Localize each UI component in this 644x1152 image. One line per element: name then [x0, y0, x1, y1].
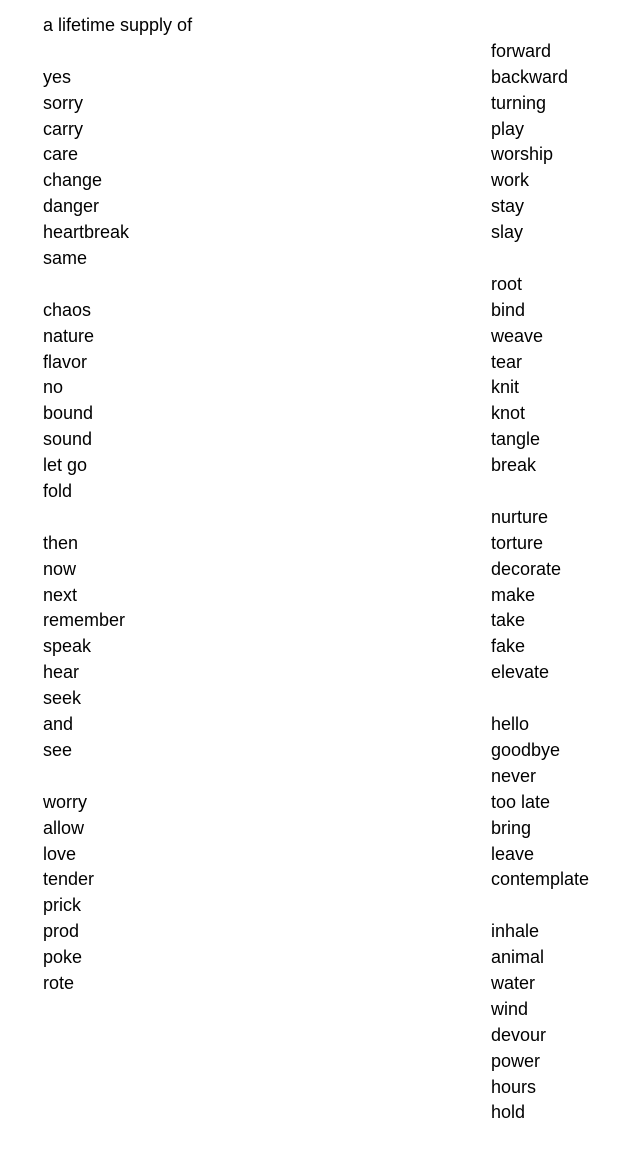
poem-line: bring [491, 817, 532, 838]
poem-line: stay [491, 196, 525, 217]
poem-line: danger [43, 196, 100, 217]
poem-line: same [43, 248, 88, 269]
poem-line: hello [491, 714, 530, 735]
stanza-break [491, 893, 589, 919]
poem-line: prick [43, 895, 82, 916]
poem-line: heartbreak [43, 222, 130, 243]
stanza-break [43, 764, 192, 790]
poem-line: worship [491, 144, 554, 165]
poem-line: knit [491, 377, 520, 398]
poem-line: never [491, 765, 537, 786]
poem-line: care [43, 144, 79, 165]
poem-line: wind [491, 998, 529, 1019]
poem-line: next [43, 584, 78, 605]
poem-line: then [43, 532, 79, 553]
stanza-break [43, 505, 192, 531]
poem-line: break [491, 455, 537, 476]
poem-line: inhale [491, 921, 540, 942]
poem-line: backward [491, 66, 569, 87]
stanza-break [43, 272, 192, 298]
poem-line: hours [491, 1076, 537, 1097]
poem-line: play [491, 118, 525, 139]
poem-line: root [491, 273, 523, 294]
poem-line: tender [43, 869, 95, 890]
poem-line: hold [491, 1102, 526, 1123]
poem-line: devour [491, 1024, 547, 1045]
poem-line: animal [491, 947, 545, 968]
poem-line: tangle [491, 429, 541, 450]
poem-line: worry [43, 791, 87, 812]
poem-line: yes [43, 66, 72, 87]
left-column [43, 13, 192, 997]
poem-line: change [43, 170, 103, 191]
poem-line: speak [43, 636, 92, 657]
poem-line: too late [491, 791, 551, 812]
poem-line: carry [43, 118, 83, 139]
poem-line: now [43, 558, 77, 579]
poem-line: fake [491, 636, 526, 657]
poem-line: elevate [491, 662, 550, 683]
poem-line: flavor [43, 351, 88, 372]
poem-line: goodbye [491, 739, 561, 760]
poem-line: let go [43, 455, 88, 476]
poem-line: knot [491, 403, 526, 424]
poem-line: nurture [491, 506, 549, 527]
poem-line: see [43, 739, 73, 760]
poem-line: make [491, 584, 536, 605]
poem-line: bind [491, 299, 526, 320]
poem-line: a lifetime supply of [43, 15, 193, 35]
poem-line: weave [491, 325, 544, 346]
poem-line: take [491, 610, 526, 631]
stanza-break [491, 246, 589, 272]
stanza-break [491, 479, 589, 505]
poem-line: chaos [43, 299, 92, 320]
poem-line: remember [43, 610, 126, 631]
right-column [491, 13, 589, 1126]
poem-line: seek [43, 688, 82, 709]
poem-line: sorry [43, 92, 83, 113]
poem-line: decorate [491, 558, 562, 579]
poem-line: turning [491, 92, 547, 113]
poem-line: prod [43, 921, 80, 942]
poem-line: no [43, 377, 64, 398]
poem-line: leave [491, 843, 535, 864]
poem-line: hear [43, 662, 80, 683]
poem-line: and [43, 714, 74, 735]
poem-line: torture [491, 532, 544, 553]
poem-line: rote [43, 972, 75, 993]
stanza-break [43, 39, 192, 65]
poem-line: work [491, 170, 530, 191]
stanza-break [491, 13, 589, 39]
poem-line: nature [43, 325, 95, 346]
poem-line: sound [43, 429, 93, 450]
poem-line: contemplate [491, 869, 590, 890]
poem-line: slay [491, 222, 524, 243]
poem-line: poke [43, 947, 83, 968]
poem-line: water [491, 972, 536, 993]
stanza-break [491, 686, 589, 712]
poem-line: tear [491, 351, 523, 372]
poem-line: power [491, 1050, 541, 1071]
poem-line: bound [43, 403, 94, 424]
poem-line: fold [43, 481, 73, 502]
poem-line: allow [43, 817, 85, 838]
poem-line: forward [491, 40, 552, 61]
poem-line: love [43, 843, 77, 864]
